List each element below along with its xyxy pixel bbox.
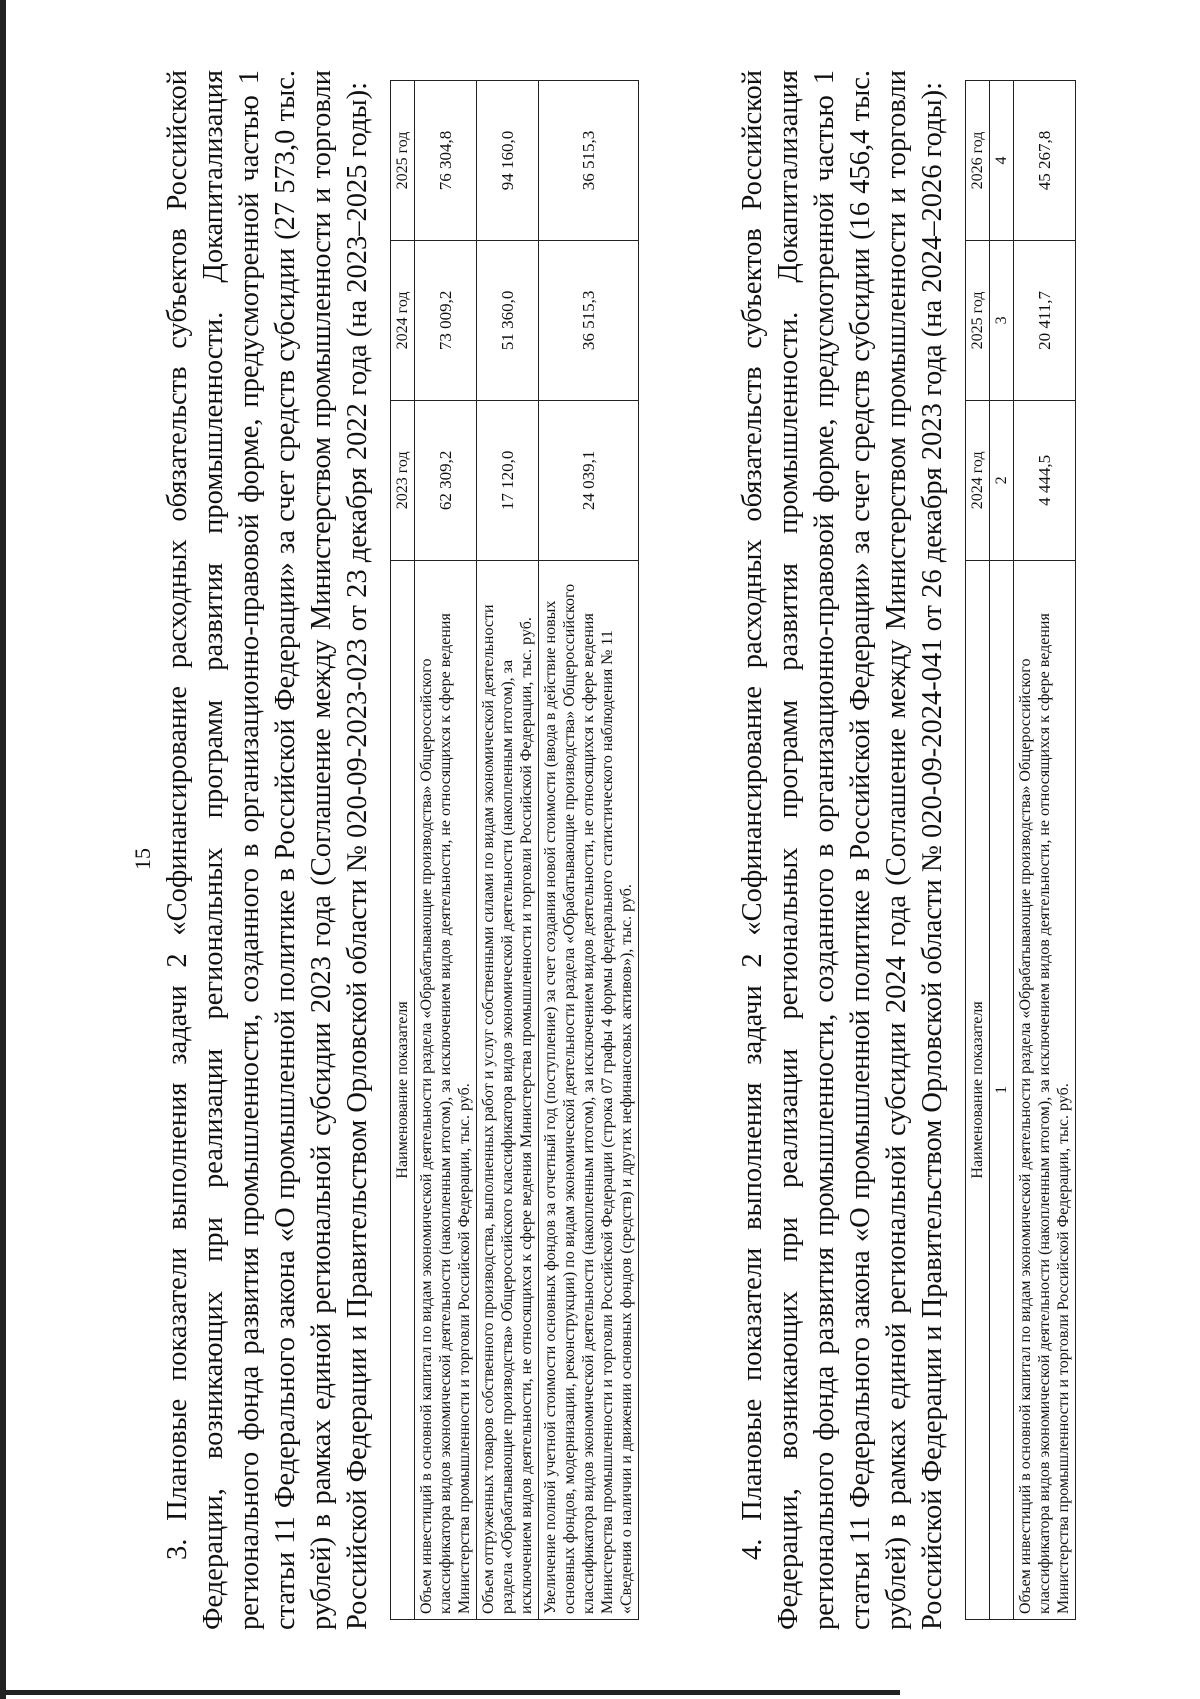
- header-year: 2025 год: [391, 81, 415, 241]
- indicator-value: 51 360,0: [477, 240, 539, 400]
- indicator-value: 36 515,3: [539, 81, 639, 241]
- table-header-row: [391, 81, 415, 1620]
- rotated-page: [60, 60, 1120, 1660]
- scan-border-left: [0, 0, 6, 1699]
- indicator-name: Объем инвестиций в основной капитал по видам экономической деятельности раздела «Обрабатывающие производства» Общероссийского классификатора видов экономической деятельности (накопленным итогом), за исключением видов деятельности, не относящихся к сфере ведения Министерства промышленности и торговли Российской Федерации, тыс. руб.: [415, 560, 477, 1619]
- indicator-value: 4 444,5: [1014, 400, 1076, 560]
- header-year: 2025 год: [966, 240, 990, 400]
- column-number: 2: [990, 400, 1014, 560]
- table-row: [539, 81, 639, 1620]
- indicator-name: Объем отгруженных товаров собственного производства, выполненных работ и услуг собственными силами по видам экономической деятельности раздела «Обрабатывающие производства» Общероссийского классификатора видов экономической деятельности (накопленным итогом), за исключением видов деятельности, не относящихся к сфере ведения Министерства промышленности и торговли Российской Федерации, тыс. руб.: [477, 560, 539, 1619]
- header-year: 2024 год: [391, 240, 415, 400]
- section-3-heading: 3. Плановые показатели выполнения задачи 2 «Софинансирование расходных обязательств субъектов Российской Федерации, возникающих при реализации региональных программ развития промышленности. Докапитализация регионального фонда развития промышленности, созданного в организационно-правовой форме, предусмотренной частью 1 статьи 11 Федерального закона «О промышленной политике в Российской Федерации» за счет средств субсидии (27 573,0 тыс. рублей) в рамках единой региональной субсидии 2023 года (Соглашение между Министерством промышленности и торговли Российской Федерации и Правительством Орловской области № 020-09-2023-023 от 23 декабря 2022 года (на 2023–2025 годы):: [162, 70, 373, 1630]
- column-number: 1: [990, 560, 1014, 1619]
- page-number: 15: [130, 848, 155, 870]
- section-3-table: [390, 80, 639, 1620]
- indicator-name: Увеличение полной учетной стоимости основных фондов за отчетный год (поступление) за счет создания новой стоимости (ввода в действие новых основных фондов, модернизации, реконструкции) по видам экономической деятельности раздела «Обрабатывающие производства» Общероссийского классификатора видов экономической деятельности (накопленным итогом), за исключением видов деятельности, не относящихся к сфере ведения Министерства промышленности и торговли Российской Федерации (строка 07 графы 4 формы федерального статистического наблюдения № 11 «Сведения о наличии и движении основных фондов (средств) и других нефинансовых активов»), тыс. руб.: [539, 560, 639, 1619]
- indicator-value: 24 039,1: [539, 400, 639, 560]
- indicator-value: 20 411,7: [1014, 240, 1076, 400]
- indicator-name: Объем инвестиций в основной капитал по видам экономической деятельности раздела «Обрабатывающие производства» Общероссийского классификатора видов экономической деятельности (накопленным итогом), за исключением видов деятельности, не относящихся к сфере ведения Министерства промышленности и торговли Российской Федерации, тыс. руб.: [1014, 560, 1076, 1619]
- header-year: 2024 год: [966, 400, 990, 560]
- indicator-value: 73 009,2: [415, 240, 477, 400]
- scan-border-bottom: [0, 1690, 900, 1695]
- column-number: 3: [990, 240, 1014, 400]
- header-name: Наименование показателя: [391, 560, 415, 1619]
- indicator-value: 76 304,8: [415, 81, 477, 241]
- section-3: [160, 70, 639, 1630]
- column-number: 4: [990, 81, 1014, 241]
- indicator-value: 94 160,0: [477, 81, 539, 241]
- section-4: [735, 70, 1076, 1630]
- column-number-row: [990, 81, 1014, 1620]
- header-name: Наименование показателя: [966, 560, 990, 1619]
- header-year: 2023 год: [391, 400, 415, 560]
- indicator-value: 17 120,0: [477, 400, 539, 560]
- table-row: [415, 81, 477, 1620]
- section-4-heading: 4. Плановые показатели выполнения задачи 2 «Софинансирование расходных обязательств субъектов Российской Федерации, возникающих при реализации региональных программ развития промышленности. Докапитализация регионального фонда развития промышленности, созданного в организационно-правовой форме, предусмотренной частью 1 статьи 11 Федерального закона «О промышленной политике в Российской Федерации» за счет средств субсидии (16 456,4 тыс. рублей) в рамках единой региональной субсидии 2024 года (Соглашение между Министерством промышленности и торговли Российской Федерации и Правительством Орловской области № 020-09-2024-041 от 26 декабря 2023 года (на 2024–2026 годы):: [737, 70, 948, 1630]
- header-year: 2026 год: [966, 81, 990, 241]
- indicator-value: 45 267,8: [1014, 81, 1076, 241]
- section-4-table: [965, 80, 1076, 1620]
- table-row: [477, 81, 539, 1620]
- table-row: [1014, 81, 1076, 1620]
- indicator-value: 62 309,2: [415, 400, 477, 560]
- indicator-value: 36 515,3: [539, 240, 639, 400]
- table-header-row: [966, 81, 990, 1620]
